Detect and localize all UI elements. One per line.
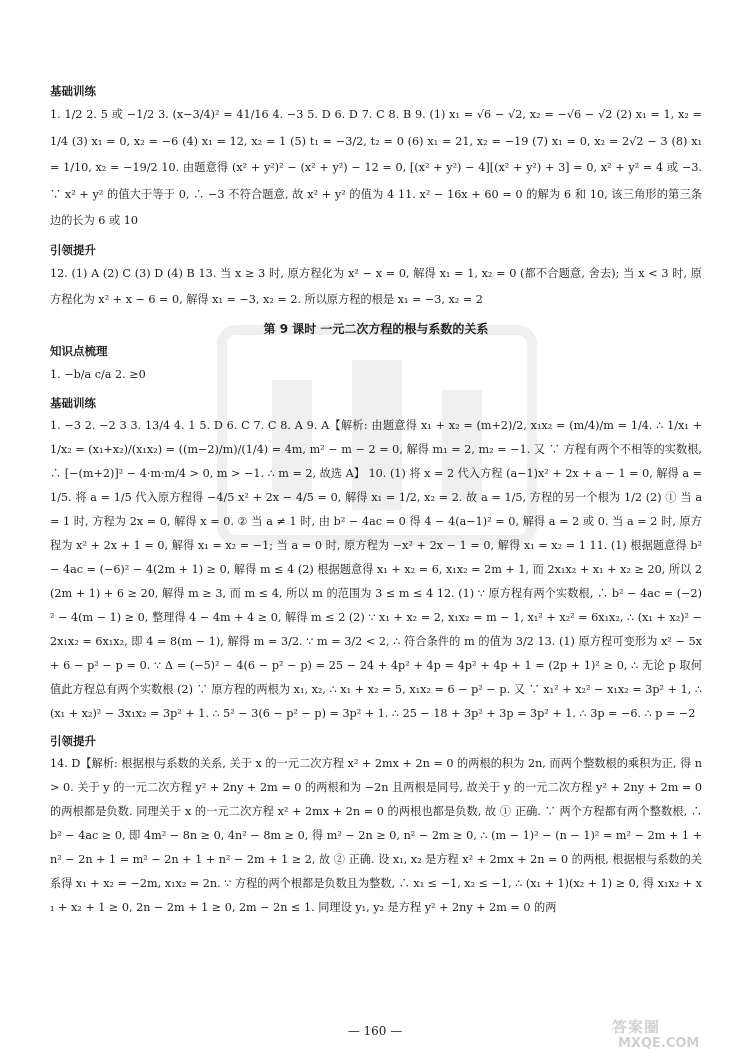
answer-content: [50, 82, 702, 920]
lead-up-answers-2: 14. D【解析: 根据根与系数的关系, 关于 x 的一元二次方程 x² + 2mx + 2n = 0 的两根的积为 2n, 而两个整数根的乘积为正, 得 n > 0. 关于 y 的一元二次方程 y² + 2ny + 2m = 0 的两根和为 −2n 且两根是同号, 故关于 y 的一元二次方程 y² + 2ny + 2m = 0 的两根都是负数. 同理关于 x 的一元二次方程 x² + 2mx + 2n = 0 的两根也都是负数, 故 ① 正确. ∵ 两个方程都有两个整数根, ∴ b² − 4ac ≥ 0, 即 4m² − 8n ≥ 0, 4n² − 8m ≥ 0, 得 m² − 2n ≥ 0, n² − 2m ≥ 0, ∴ (m − 1)² − (n − 1)² = m² − 2m + 1 + n² − 2n + 1 = m² − 2n + 1 + n² − 2m + 1 ≥ 2, 故 ② 正确. 设 x₁, x₂ 是方程 x² + 2mx + 2n = 0 的两根, 根据根与系数的关系得 x₁ + x₂ = −2m, x₁x₂ = 2n. ∵ 方程的两个根都是负数且为整数, ∴ x₁ ≤ −1, x₂ ≤ −1, ∴ (x₁ + 1)(x₂ + 1) ≥ 0, 得 x₁x₂ + x₁ + x₂ + 1 ≥ 0, 2n − 2m + 1 ≥ 0, 2m − 2n ≤ 1. 同理设 y₁, y₂ 是方程 y² + 2ny + 2m = 0 的两: [50, 757, 702, 914]
basic-training-answers-2: 1. −3 2. −2 3 3. 13/4 4. 1 5. D 6. C 7. C 8. A 9. A【解析: 由题意得 x₁ + x₂ = (m+2)/2, x₁x₂ = (m/4)/m = 1/4. ∴ 1/x₁ + 1/x₂ = (x₁+x₂)/(x₁x₂) = ((m−2)/m)/(1/4) = 4m, m² − m − 2 = 0, 解得 m₁ = 2, m₂ = −1. 又 ∵ 方程有两个不相等的实数根, ∴ [−(m+2)]² − 4·m·m/4 > 0, m > −1. ∴ m = 2, 故选 A】 10. (1) 将 x = 2 代入方程 (a−1)x² + 2x + a − 1 = 0, 解得 a = 1/5. 将 a = 1/5 代入原方程得 −4/5 x² + 2x − 4/5 = 0, 解得 x₁ = 1/2, x₂ = 2. 故 a = 1/5, 方程的另一个根为 1/2 (2) ① 当 a = 1 时, 方程为 2x = 0, 解得 x = 0. ② 当 a ≠ 1 时, 由 b² − 4ac = 0 得 4 − 4(a−1)² = 0, 解得 a = 2 或 0. 当 a = 2 时, 原方程为 x² + 2x + 1 = 0, 解得 x₁ = x₂ = −1; 当 a = 0 时, 原方程为 −x² + 2x − 1 = 0, 解得 x₁ = x₂ = 1 11. (1) 根据题意得 b² − 4ac = (−6)² − 4(2m + 1) ≥ 0, 解得 m ≤ 4 (2) 根据题意得 x₁ + x₂ = 6, x₁x₂ = 2m + 1, 而 2x₁x₂ + x₁ + x₂ ≥ 20, 所以 2(2m + 1) + 6 ≥ 20, 解得 m ≥ 3, 而 m ≤ 4, 所以 m 的范围为 3 ≤ m ≤ 4 12. (1) ∵ 原方程有两个实数根, ∴ b² − 4ac = (−2)² − 4(m − 1) ≥ 0, 整理得 4 − 4m + 4 ≥ 0, 解得 m ≤ 2 (2) ∵ x₁ + x₂ = 2, x₁x₂ = m − 1, x₁² + x₂² = 6x₁x₂, ∴ (x₁ + x₂)² − 2x₁x₂ = 6x₁x₂, 即 4 = 8(m − 1), 解得 m = 3/2. ∵ m = 3/2 < 2, ∴ 符合条件的 m 的值为 3/2 13. (1) 原方程可变形为 x² − 5x + 6 − p² − p = 0. ∵ Δ = (−5)² − 4(6 − p² − p) = 25 − 24 + 4p² + 4p = 4p² + 4p + 1 = (2p + 1)² ≥ 0, ∴ 无论 p 取何值此方程总有两个实数根 (2) ∵ 原方程的两根为 x₁, x₂, ∴ x₁ + x₂ = 5, x₁x₂ = 6 − p² − p. 又 ∵ x₁² + x₂² − x₁x₂ = 3p² + 1, ∴ (x₁ + x₂)² − 3x₁x₂ = 3p² + 1. ∴ 5² − 3(6 − p² − p) = 3p² + 1. ∴ 25 − 18 + 3p² + 3p = 3p² + 1. ∴ 3p = −6. ∴ p = −2: [50, 419, 702, 720]
basic-training-answers: 1. 1/2 2. 5 或 −1/2 3. (x−3/4)² = 41/16 4. −3 5. D 6. D 7. C 8. B 9. (1) x₁ = √6 − √2, x₂ = −√6 − √2 (2) x₁ = 1, x₂ = 1/4 (3) x₁ = 0, x₂ = −6 (4) x₁ = 12, x₂ = 1 (5) t₁ = −3/2, t₂ = 0 (6) x₁ = 21, x₂ = −19 (7) x₁ = 0, x₂ = 2√2 − 3 (8) x₁ = 1/10, x₂ = −19/2 10. 由题意得 (x² + y²)² − (x² + y²) − 12 = 0, [(x² + y²) − 4][(x² + y²) + 3] = 0, x² + y² = 4 或 −3. ∵ x² + y² 的值大于等于 0, ∴ −3 不符合题意, 故 x² + y² 的值为 4 11. x² − 16x + 60 = 0 的解为 6 和 10, 该三角形的第三条边的长为 6 或 10: [50, 108, 702, 227]
page-number: — 160 —: [347, 1024, 403, 1038]
section-heading-basic-training: 基础训练: [50, 84, 96, 98]
knowledge-answers: 1. −b/a c/a 2. ≥0: [50, 367, 146, 381]
watermark-logo-text: 答案圈: [612, 1018, 661, 1036]
lesson-title: 第 9 课时 一元二次方程的根与系数的关系: [263, 321, 489, 336]
section-heading-lead-up-2: 引领提升: [50, 734, 96, 748]
section-heading-knowledge: 知识点梳理: [50, 343, 108, 358]
watermark-logo-url: MXQE.COM: [618, 1036, 700, 1051]
section-heading-basic-training-2: 基础训练: [50, 396, 96, 410]
site-watermark-logo: [612, 1016, 724, 1056]
lead-up-answers: 12. (1) A (2) C (3) D (4) B 13. 当 x ≥ 3 时, 原方程化为 x² − x = 0, 解得 x₁ = 1, x₂ = 0 (都不合题意, 舍去); 当 x < 3 时, 原方程化为 x² + x − 6 = 0, 解得 x₁ = −3, x₂ = 2. 所以原方程的根是 x₁ = −3, x₂ = 2: [50, 266, 702, 306]
section-heading-lead-up: 引领提升: [50, 242, 96, 257]
